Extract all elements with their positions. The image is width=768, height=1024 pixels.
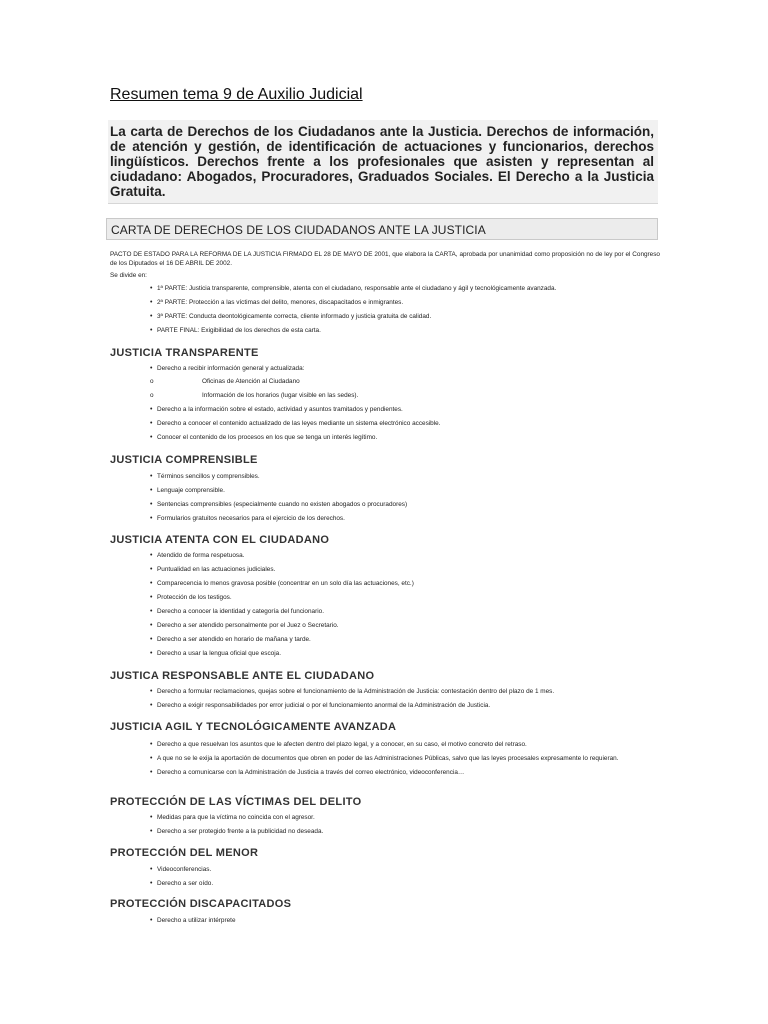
list-item: • Derecho a ser atendido en horario de mañana y tarde. bbox=[150, 635, 414, 644]
transparente-list-a bbox=[150, 364, 304, 373]
divide-label: Se divide en: bbox=[110, 272, 147, 279]
sub-item-label: Oficinas de Atención al Ciudadano bbox=[202, 378, 300, 385]
summary-abstract: La carta de Derechos de los Ciudadanos ante la Justicia. Derechos de información, de atención y gestión, de identificación de actuaciones y funcionarios, derechos lingüísticos. Derechos frente a los profesionales que asisten y representan al ciudadano: Abogados, Procuradores, Graduados Sociales. El Derecho a la Justicia Gratuita. bbox=[108, 120, 658, 204]
list-item: • Protección de los testigos. bbox=[150, 593, 414, 602]
list-item: • Derecho a conocer la identidad y categoría del funcionario. bbox=[150, 607, 414, 616]
heading-justicia-responsable: JUSTICA RESPONSABLE ANTE EL CIUDADANO bbox=[110, 670, 375, 682]
menor-list bbox=[150, 865, 213, 888]
list-item: • Derecho a recibir información general y actualizada: bbox=[150, 364, 304, 373]
transparente-list-b bbox=[150, 405, 440, 442]
list-item: • Derecho a ser protegido frente a la publicidad no deseada. bbox=[150, 827, 323, 836]
heading-justicia-comprensible: JUSTICIA COMPRENSIBLE bbox=[110, 454, 258, 466]
list-item: • Formularios gratuitos necesarios para el ejercicio de los derechos. bbox=[150, 514, 407, 523]
list-item: • Conocer el contenido de los procesos en los que se tenga un interés legítimo. bbox=[150, 433, 440, 442]
heading-proteccion-discapacitados: PROTECCIÓN DISCAPACITADOS bbox=[110, 898, 292, 910]
victimas-list bbox=[150, 813, 323, 836]
list-item: • Términos sencillos y comprensibles. bbox=[150, 472, 407, 481]
list-item: • Atendido de forma respetuosa. bbox=[150, 551, 414, 560]
section-heading: CARTA DE DERECHOS DE LOS CIUDADANOS ANTE LA JUSTICIA bbox=[111, 223, 486, 237]
document-title: Resumen tema 9 de Auxilio Judicial bbox=[110, 86, 363, 103]
heading-proteccion-victimas: PROTECCIÓN DE LAS VÍCTIMAS DEL DELITO bbox=[110, 796, 362, 808]
responsable-list bbox=[150, 687, 554, 710]
list-item: • Derecho a exigir responsabilidades por error judicial o por el funcionamiento anormal de la Administración de Justicia. bbox=[150, 701, 554, 710]
list-item: • Medidas para que la víctima no coincida con el agresor. bbox=[150, 813, 323, 822]
heading-proteccion-menor: PROTECCIÓN DEL MENOR bbox=[110, 847, 259, 859]
list-item: • Derecho a usar la lengua oficial que escoja. bbox=[150, 649, 414, 658]
list-item: • Derecho a ser oído. bbox=[150, 879, 213, 888]
sub-item-label: Información de los horarios (lugar visible en las sedes). bbox=[202, 392, 359, 399]
list-item: • PARTE FINAL: Exigibilidad de los derechos de esta carta. bbox=[150, 326, 556, 335]
list-item: • Derecho a utilizar intérprete bbox=[150, 916, 236, 925]
heading-justicia-transparente: JUSTICIA TRANSPARENTE bbox=[110, 347, 259, 359]
list-item: • Derecho a comunicarse con la Administración de Justicia a través del correo electrónico, videoconferencia… bbox=[150, 768, 659, 777]
list-item: • 3ª PARTE: Conducta deontológicamente correcta, cliente informado y justicia gratuita de calidad. bbox=[150, 312, 556, 321]
parts-list bbox=[150, 284, 556, 335]
heading-justicia-agil: JUSTICIA AGIL Y TECNOLÓGICAMENTE AVANZADA bbox=[110, 721, 397, 733]
list-item: • 2ª PARTE: Protección a las víctimas del delito, menores, discapacitados e inmigrantes. bbox=[150, 298, 556, 307]
list-item: • Derecho a la información sobre el estado, actividad y asuntos tramitados y pendientes. bbox=[150, 405, 440, 414]
list-item: • Puntualidad en las actuaciones judiciales. bbox=[150, 565, 414, 574]
list-item: • 1ª PARTE: Justicia transparente, comprensible, atenta con el ciudadano, responsable ante el ciudadano y ágil y tecnológicamente avanzada. bbox=[150, 284, 556, 293]
section-heading-box bbox=[106, 218, 658, 240]
sub-bullet-marker: o bbox=[150, 378, 154, 385]
list-item: • A que no se le exija la aportación de documentos que obren en poder de las Administraciones Públicas, salvo que las leyes procesales expresamente lo requieran. bbox=[150, 754, 659, 763]
sub-bullet-marker: o bbox=[150, 392, 154, 399]
heading-justicia-atenta: JUSTICIA ATENTA CON EL CIUDADANO bbox=[110, 534, 330, 546]
list-item: • Derecho a que resuelvan los asuntos que le afecten dentro del plazo legal, y a conocer, en su caso, el motivo concreto del retraso. bbox=[150, 740, 659, 749]
discapacitados-list bbox=[150, 916, 236, 925]
list-item: • Derecho a ser atendido personalmente por el Juez o Secretario. bbox=[150, 621, 414, 630]
intro-paragraph: PACTO DE ESTADO PARA LA REFORMA DE LA JUSTICIA FIRMADO EL 28 DE MAYO DE 2001, que elabora la CARTA, aprobada por unanimidad como proposición no de ley por el Congreso de los Diputados el 16 DE ABRIL DE 2002. bbox=[110, 251, 660, 267]
list-item: • Lenguaje comprensible. bbox=[150, 486, 407, 495]
list-item: • Comparecencia lo menos gravosa posible (concentrar en un solo día las actuaciones, etc.) bbox=[150, 579, 414, 588]
list-item: • Sentencias comprensibles (especialmente cuando no existen abogados o procuradores) bbox=[150, 500, 407, 509]
agil-list bbox=[150, 740, 659, 777]
list-item: • Derecho a formular reclamaciones, quejas sobre el funcionamiento de la Administración de Justicia: contestación dentro del plazo de 1 mes. bbox=[150, 687, 554, 696]
atenta-list bbox=[150, 551, 414, 658]
list-item: • Derecho a conocer el contenido actualizado de las leyes mediante un sistema electrónico accesible. bbox=[150, 419, 440, 428]
list-item: • Videoconferencias. bbox=[150, 865, 213, 874]
comprensible-list bbox=[150, 472, 407, 523]
